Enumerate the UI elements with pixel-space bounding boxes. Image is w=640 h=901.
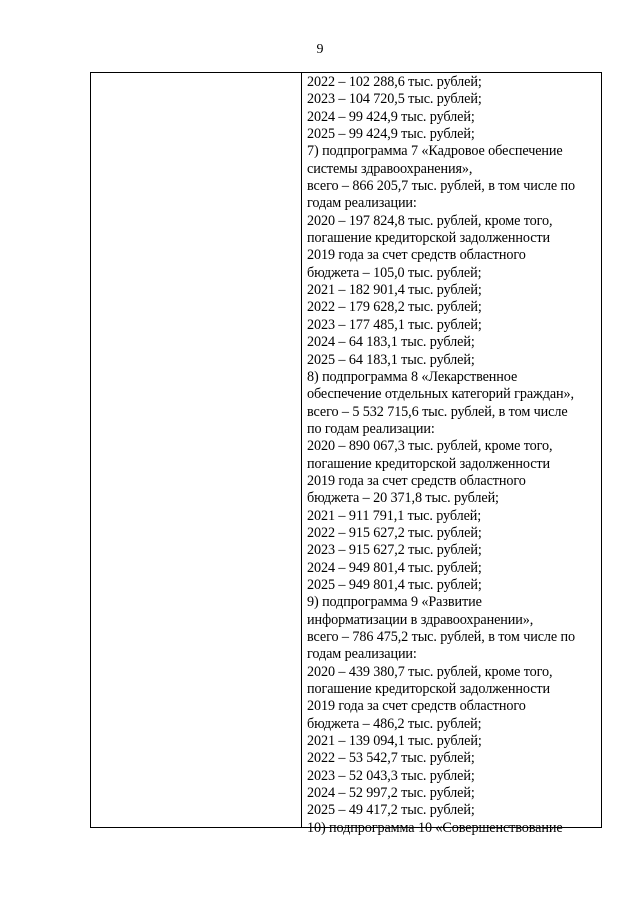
text-line: 2025 – 99 424,9 тыс. рублей; [307, 126, 475, 143]
text-line: 2021 – 911 791,1 тыс. рублей; [307, 507, 482, 524]
text-line: 2022 – 179 628,2 тыс. рублей; [307, 299, 482, 316]
text-line: 2025 – 949 801,4 тыс. рублей; [307, 576, 482, 593]
text-line: всего – 5 532 715,6 тыс. рублей, в том числе [307, 403, 568, 420]
text-line: 2024 – 64 183,1 тыс. рублей; [307, 334, 475, 351]
text-line: 2020 – 439 380,7 тыс. рублей, кроме того, [307, 663, 553, 680]
text-line: 2020 – 890 067,3 тыс. рублей, кроме того, [307, 438, 553, 455]
text-line: 2024 – 99 424,9 тыс. рублей; [307, 108, 475, 125]
text-line: 2021 – 182 901,4 тыс. рублей; [307, 282, 482, 299]
text-line: 2019 года за счет средств областного [307, 472, 526, 489]
text-line: 2022 – 915 627,2 тыс. рублей; [307, 524, 482, 541]
text-line: 2022 – 53 542,7 тыс. рублей; [307, 750, 475, 767]
text-line: 2024 – 949 801,4 тыс. рублей; [307, 559, 482, 576]
text-line: 2025 – 49 417,2 тыс. рублей; [307, 802, 475, 819]
text-line: 2023 – 915 627,2 тыс. рублей; [307, 542, 482, 559]
text-line: 8) подпрограмма 8 «Лекарственное [307, 368, 518, 385]
text-line: погашение кредиторской задолженности [307, 230, 551, 247]
text-line: по годам реализации: [307, 420, 435, 437]
text-line: погашение кредиторской задолженности [307, 455, 551, 472]
table-right-cell [302, 73, 601, 836]
text-line: 2021 – 139 094,1 тыс. рублей; [307, 733, 482, 750]
text-line: 2025 – 64 183,1 тыс. рублей; [307, 351, 475, 368]
page-number: 9 [316, 42, 324, 57]
table-left-cell [91, 73, 302, 827]
text-line: всего – 786 475,2 тыс. рублей, в том числе по [307, 629, 576, 645]
text-line: годам реализации: [307, 195, 417, 212]
text-line: 2019 года за счет средств областного [307, 698, 526, 715]
text-line: 2023 – 104 720,5 тыс. рублей; [307, 91, 482, 108]
text-line: 2023 – 52 043,3 тыс. рублей; [307, 767, 475, 784]
text-line: 2022 – 102 288,6 тыс. рублей; [307, 74, 482, 90]
funding-table [90, 72, 602, 836]
text-line: 2023 – 177 485,1 тыс. рублей; [307, 316, 482, 333]
text-line: бюджета – 486,2 тыс. рублей; [307, 715, 482, 732]
text-line: 2020 – 197 824,8 тыс. рублей, кроме того, [307, 212, 553, 229]
text-line: погашение кредиторской задолженности [307, 681, 551, 698]
text-line: информатизации в здравоохранении», [307, 611, 534, 628]
text-line: 2019 года за счет средств областного [307, 247, 526, 264]
text-line: системы здравоохранения», [307, 160, 473, 177]
text-line: обеспечение отдельных категорий граждан», [307, 386, 574, 403]
text-line: годам реализации: [307, 646, 417, 663]
text-line: бюджета – 105,0 тыс. рублей; [307, 264, 482, 281]
text-line: 7) подпрограмма 7 «Кадровое обеспечение [307, 143, 563, 160]
text-line: 2024 – 52 997,2 тыс. рублей; [307, 785, 475, 802]
text-line: 9) подпрограмма 9 «Развитие [307, 594, 482, 611]
text-line: 10) подпрограмма 10 «Совершенствование [307, 819, 563, 836]
text-line: бюджета – 20 371,8 тыс. рублей; [307, 490, 499, 507]
text-line: всего – 866 205,7 тыс. рублей, в том числе по [307, 178, 576, 195]
